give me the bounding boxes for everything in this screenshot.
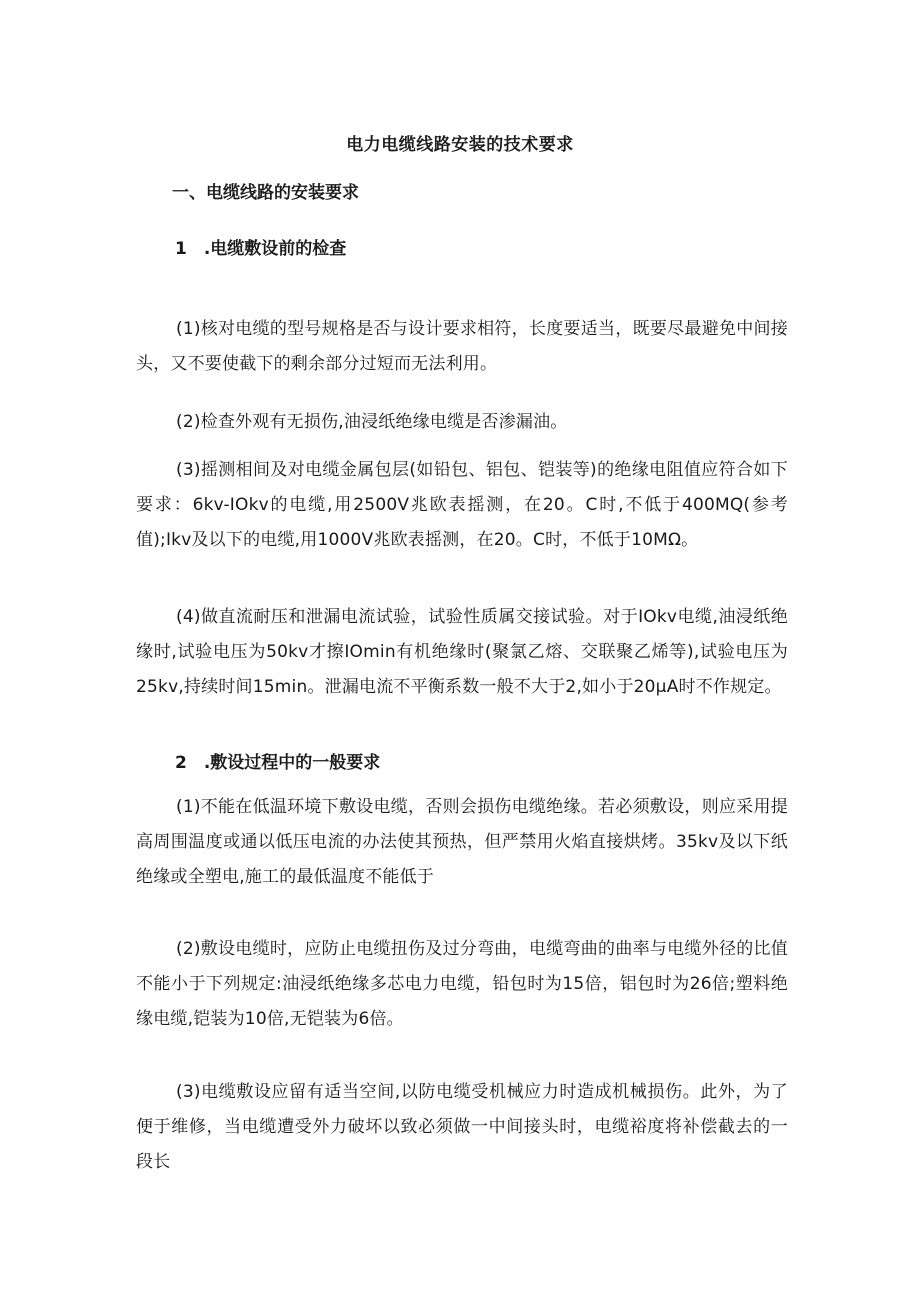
paragraph-bending-radius: (2)敷设电缆时，应防止电缆扭伤及过分弯曲，电缆弯曲的曲率与电缆外径的比值不能小于下列规定:油浸纸绝缘多芯电力电缆，铅包时为15倍，铝包时为26倍;塑料绝缘电缆,铠装为10倍,无铠装为6倍。	[136, 939, 788, 1029]
paragraph-check-cable-model: (1)核对电缆的型号规格是否与设计要求相符，长度要适当，既要尽最避免中间接头，又不要使截下的剩余部分过短而无法利用。	[136, 319, 788, 374]
subsection-heading-pre-laying-inspection: 1 .电缆敷设前的检查	[175, 239, 347, 259]
paragraph-dc-withstand-test: (4)做直流耐压和泄漏电流试验，试验性质属交接试验。对于IOkv电缆,油浸纸绝缘时,试验电压为50kv才擦IOmin有机绝缘时(聚氯乙熔、交联聚乙烯等),试验电压为25kv,持续时间15min。泄漏电流不平衡系数一般不大于2,如小于20μA时不作规定。	[136, 607, 788, 697]
paragraph-insulation-resistance: (3)摇测相间及对电缆金属包层(如铅包、铝包、铠装等)的绝缘电阻值应符合如下要求：6kv-IOkv的电缆,用2500V兆欧表摇测，在20。C时,不低于400MQ(参考值);Ikv及以下的电缆,用1000V兆欧表摇测，在20。C时，不低于10MΩ。	[136, 460, 788, 550]
document-title: 电力电缆线路安装的技术要求	[346, 135, 574, 155]
paragraph-low-temperature-laying: (1)不能在低温环境下敷设电缆，否则会损伤电缆绝缘。若必须敷设，则应采用提高周围温度或通以低压电流的办法使其预热，但严禁用火焰直接烘烤。35kv及以下纸绝缘或全塑电,施工的最低温度不能低于	[136, 797, 788, 887]
paragraph-check-appearance: (2)检查外观有无损伤,油浸纸绝缘电缆是否渗漏油。	[176, 412, 568, 432]
subsection-heading-general-laying-requirements: 2 .敷设过程中的一般要求	[175, 753, 381, 773]
section-heading-installation-requirements: 一、电缆线路的安装要求	[172, 183, 359, 203]
paragraph-reserve-space: (3)电缆敷设应留有适当空间,以防电缆受机械应力时造成机械损伤。此外，为了便于维修，当电缆遭受外力破坏以致必须做一中间接头时，电缆裕度将补偿截去的一段长	[136, 1082, 788, 1172]
